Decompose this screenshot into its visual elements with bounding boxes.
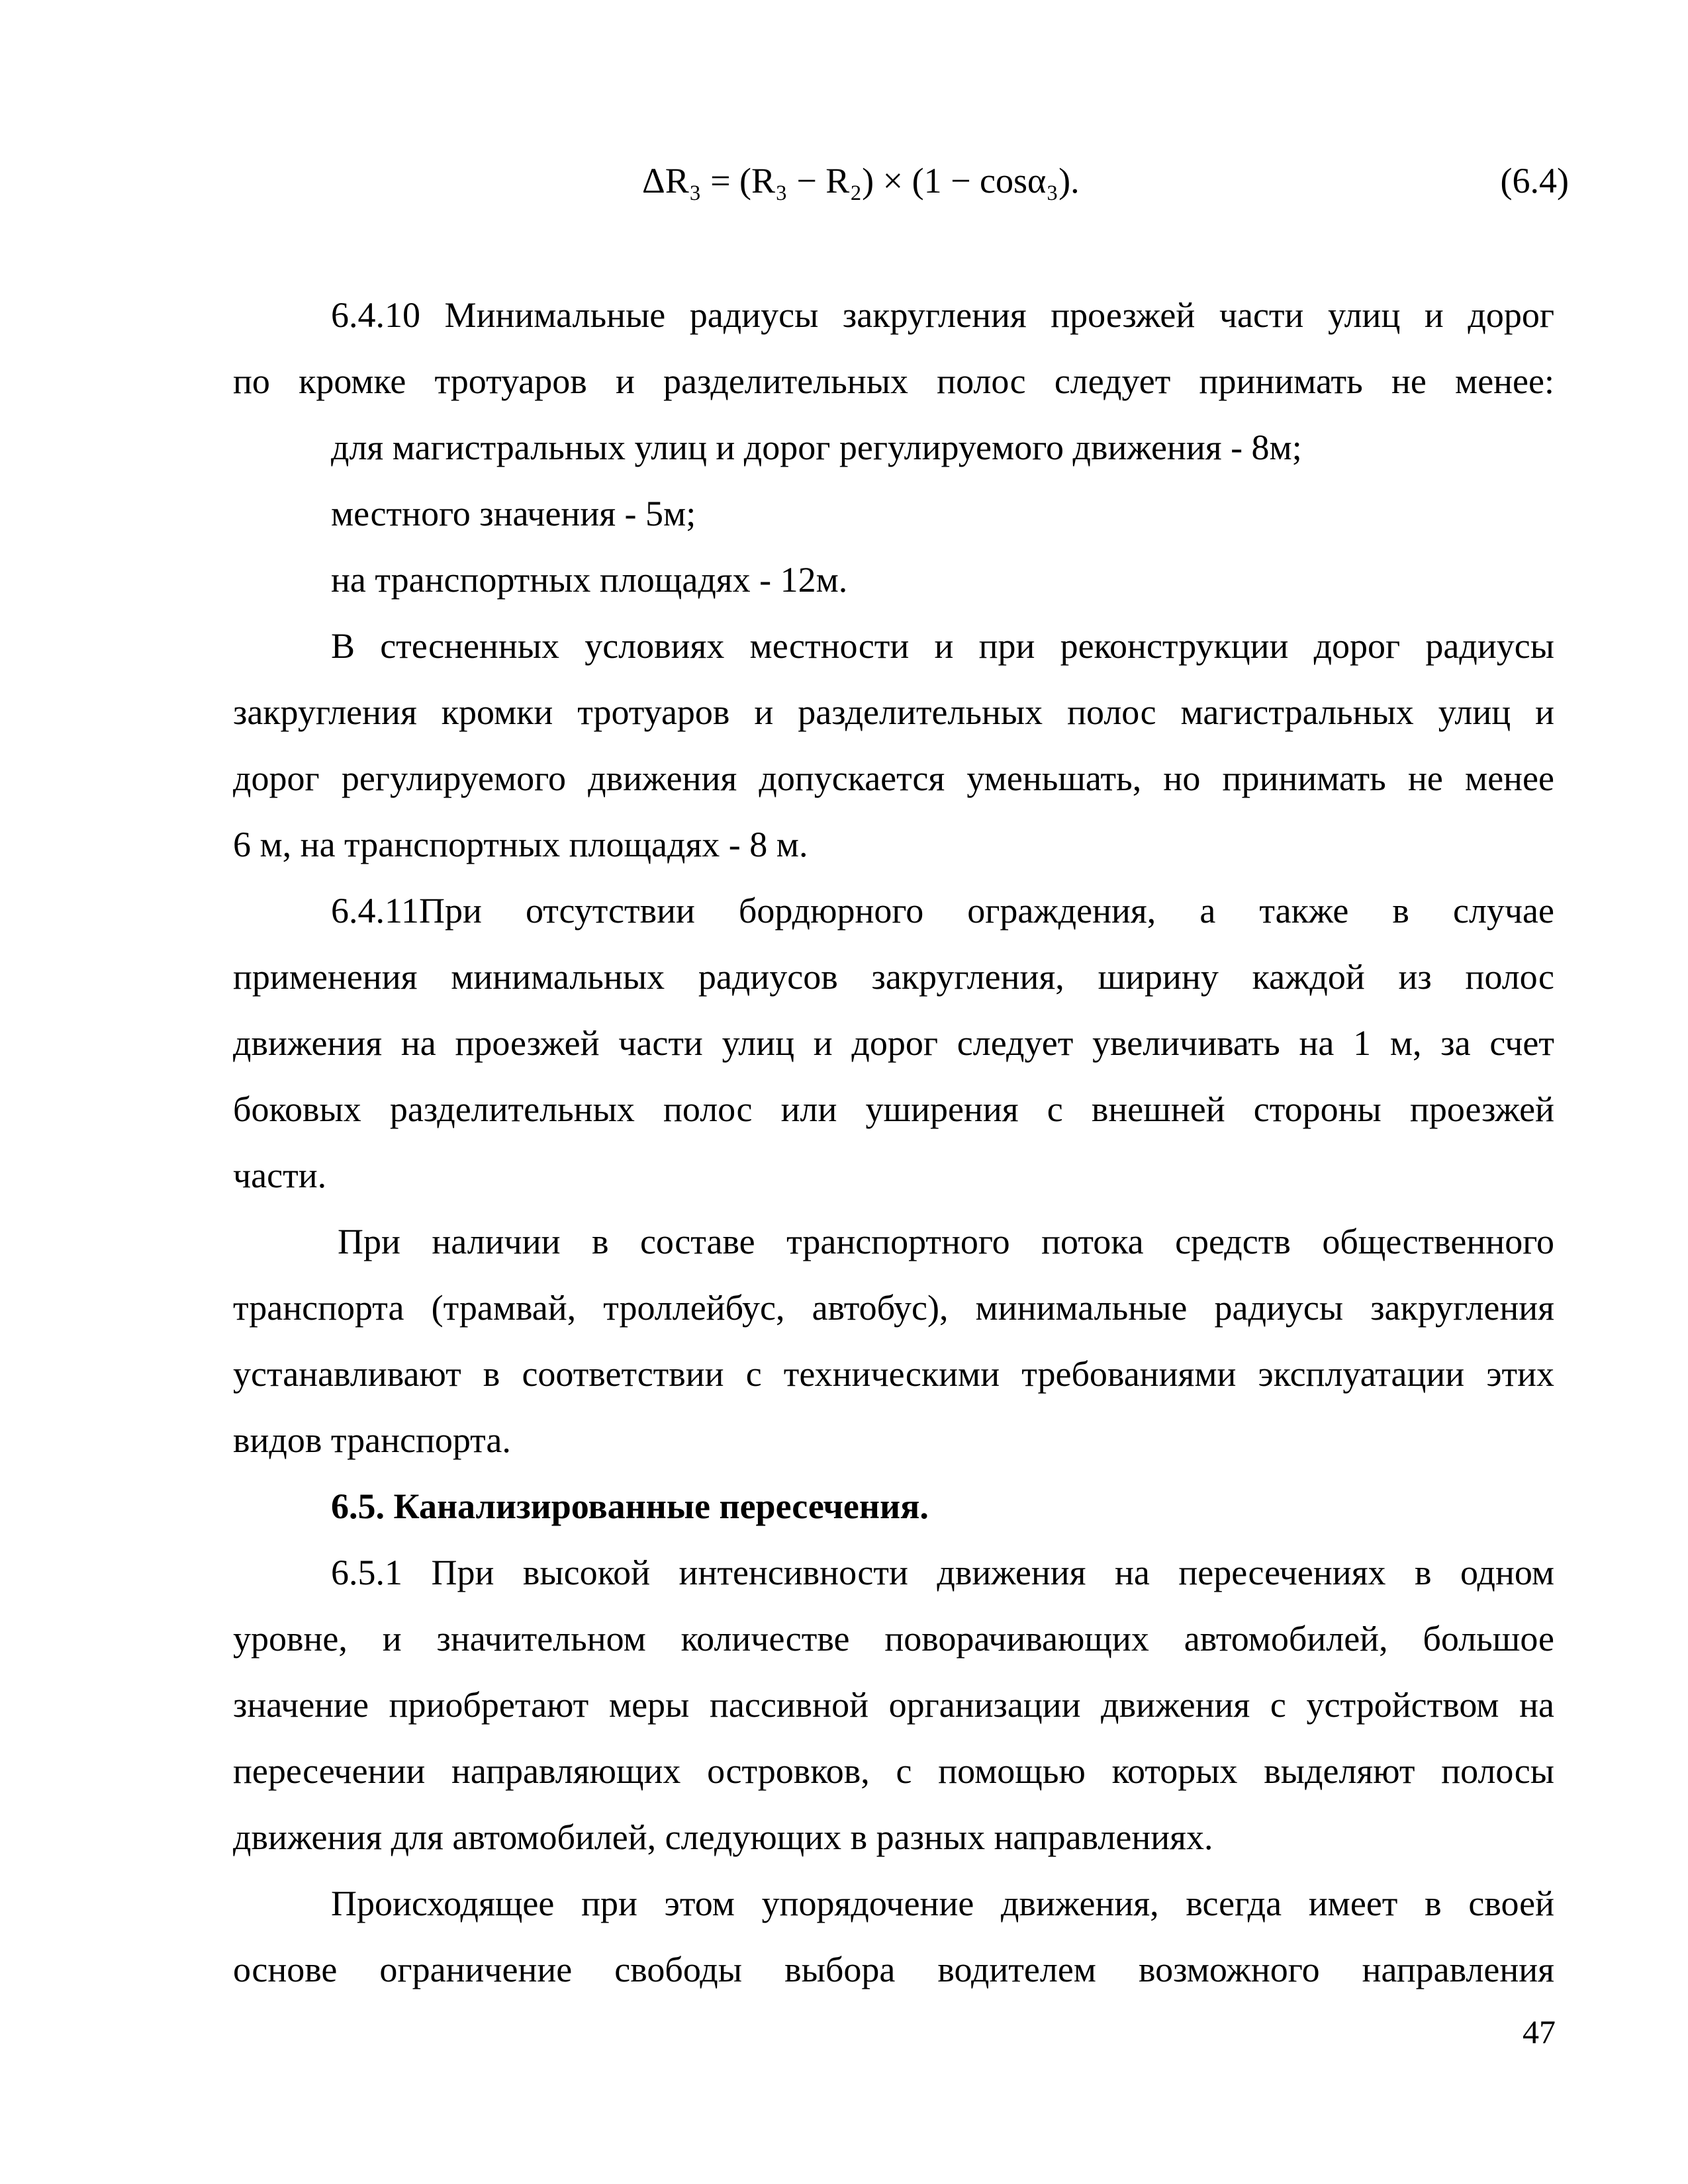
text-line: уровне, и значительном количестве поворачивающих автомобилей, большое [233,1619,1554,1659]
text-line: 6.4.11При отсутствии бордюрного ограждения, а также в случае [331,891,1554,931]
text-line: дорог регулируемого движения допускается уменьшать, но принимать не менее [233,758,1554,798]
text-line: закругления кромки тротуаров и разделительных полос магистральных улиц и [233,692,1554,732]
text-line: значение приобретают меры пассивной организации движения с устройством на [233,1685,1554,1725]
formula-number: (6.4) [1500,161,1569,201]
text-line: видов транспорта. [233,1420,511,1460]
text-line: устанавливают в соответствии с техническими требованиями эксплуатации этих [233,1354,1554,1394]
text-line: основе ограничение свободы выбора водителем возможного направления [233,1950,1554,1989]
text-line: пересечении направляющих островков, с помощью которых выделяют полосы [233,1751,1554,1791]
text-line: для магистральных улиц и дорог регулируемого движения - 8м; [331,428,1302,467]
text-line: по кромке тротуаров и разделительных полос следует принимать не менее: [233,361,1554,401]
text-line: 6.4.10 Минимальные радиусы закругления проезжей части улиц и дорог [331,295,1554,335]
section-heading-6-5: 6.5. Канализированные пересечения. [331,1486,929,1526]
text-line: местного значения - 5м; [331,494,696,533]
text-line: части. [233,1156,327,1195]
text-line: на транспортных площадях - 12м. [331,560,848,600]
text-line: 6 м, на транспортных площадях - 8 м. [233,825,808,864]
formula-expression: ΔR₃ = (R₃ − R₂) × (1 − cosα₃). [642,161,1080,201]
text-line: В стесненных условиях местности и при реконструкции дорог радиусы [331,626,1554,666]
page-number: 47 [1523,2013,1556,2050]
text-line: транспорта (трамвай, троллейбус, автобус), минимальные радиусы закругления [233,1288,1554,1328]
text-line: Происходящее при этом упорядочение движения, всегда имеет в своей [331,1884,1554,1923]
text-line: движения на проезжей части улиц и дорог следует увеличивать на 1 м, за счет [233,1023,1554,1063]
text-line: При наличии в составе транспортного потока средств общественного [338,1222,1554,1261]
text-line: движения для автомобилей, следующих в разных направлениях. [233,1817,1213,1857]
text-line: боковых разделительных полос или уширения с внешней стороны проезжей [233,1089,1554,1129]
text-line: 6.5.1 При высокой интенсивности движения на пересечениях в одном [331,1553,1554,1592]
formula-6-4 [642,151,1569,210]
text-line: применения минимальных радиусов закругления, ширину каждой из полос [233,957,1554,997]
